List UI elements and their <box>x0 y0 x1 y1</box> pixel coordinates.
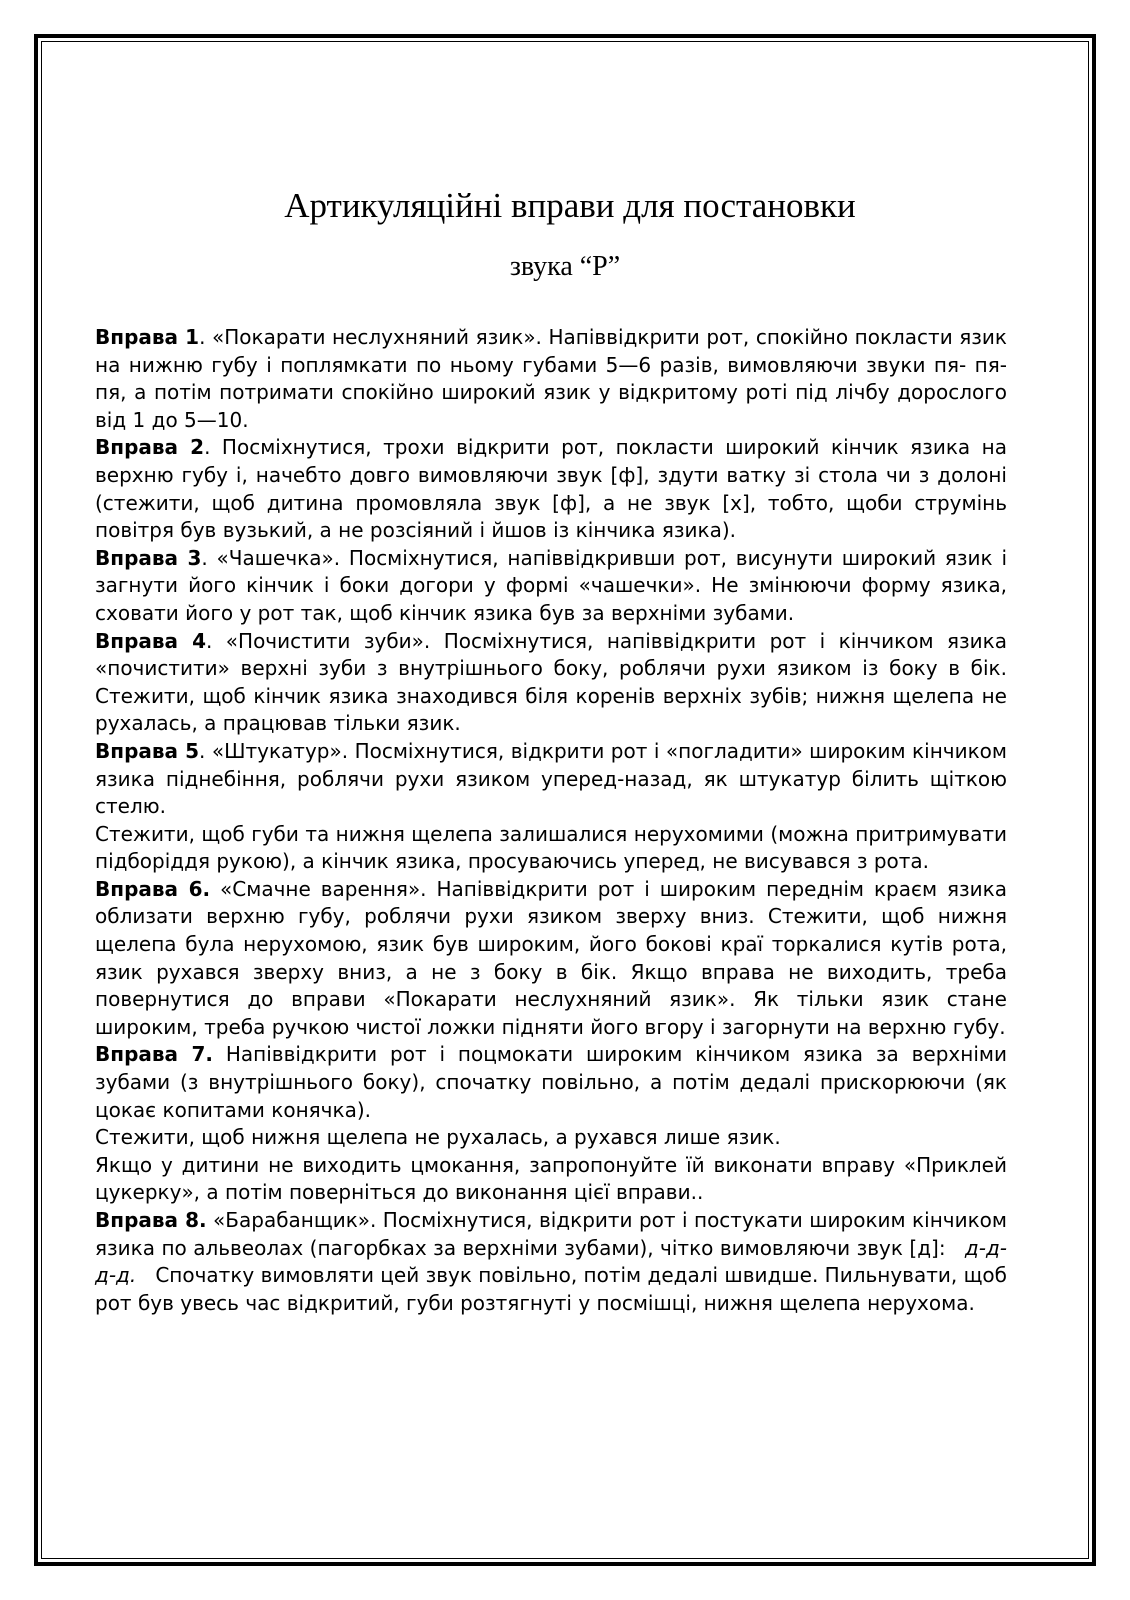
exercise-4 <box>95 628 1007 738</box>
exercise-3 <box>95 545 1007 628</box>
exercise-text: . «Почистити зуби». Посміхнутися, напіввідкрити рот і кінчиком язика «почистити» верхні зуби з внутрішнього боку, роблячи рухи язиком із боку в бік. Стежити, щоб кінчик язика знаходився біля коренів верхніх зубів; нижня щелепа не рухалась, а працював тільки язик. <box>95 628 1007 736</box>
exercise-text: «Барабанщик». Посміхнутися, відкрити рот і постукати широким кінчиком язика по альвеолах (пагорбках за верхніми зубами), чітко вимовляючи звук [д]: <box>95 1208 1014 1260</box>
exercise-text: Стежити, щоб нижня щелепа не рухалась, а рухався лише язик. <box>95 1125 781 1150</box>
exercise-label: Вправа 1 <box>95 325 200 349</box>
exercise-7-note <box>95 1124 1007 1152</box>
exercise-text: Стежити, щоб губи та нижня щелепа залишалися нерухомими (можна притримувати підборіддя рукою), а кінчик язика, просуваючись уперед, не висувався з рота. <box>95 821 1007 874</box>
exercise-text: . «Покарати неслухняний язик». Напіввідкрити рот, спокійно покласти язик на нижню губу і поплямкати по ньому губами 5—6 разів, вимовляючи звуки пя- пя-пя, а потім потримати спокійно широкий язик у відкритому роті під лічбу дорослого від 1 до 5—10. <box>95 325 1008 432</box>
page-title: Артикуляційні вправи для постановки <box>284 186 856 225</box>
exercise-text: Спочатку вимовляти цей звук повільно, потім дедалі швидше. Пильнувати, щоб рот був увесь час відкритий, губи розтягнуті у посмішці, нижня щелепа нерухома. <box>95 1263 1014 1315</box>
exercise-label: Вправа 8. <box>95 1208 207 1232</box>
page-subtitle: звука “Р” <box>509 251 621 282</box>
exercise-text: Якщо у дитини не виходить цмокання, запропонуйте їй виконати вправу «Приклей цукерку», а потім поверніться до виконання цієї вправи.. <box>95 1152 1007 1205</box>
exercise-label: Вправа 4 <box>95 628 206 653</box>
exercise-label: Вправа 3 <box>95 545 202 570</box>
exercise-8 <box>95 1207 1014 1317</box>
exercise-text: . «Чашечка». Посміхнутися, напіввідкривши рот, висунути широкий язик і загнути його кінчик і боки догори у формі «чашечки». Не змінюючи форму язика, сховати його у рот так, щоб кінчик язика був за верхніми зубами. <box>95 545 1008 625</box>
exercise-5-note <box>95 821 1007 876</box>
sound-sample: д-д-д-д. <box>95 1235 1007 1288</box>
exercise-label: Вправа 2 <box>95 435 205 460</box>
exercise-text: . «Штукатур». Посміхнутися, відкрити рот і «погладити» широким кінчиком язика піднебіння, роблячи рухи язиком уперед-назад, як штукатур білить щіткою стелю. <box>95 738 1007 819</box>
exercise-5 <box>95 738 1007 821</box>
exercise-1 <box>95 324 1007 434</box>
exercise-label: Вправа 5 <box>95 738 200 763</box>
exercise-text: . Посміхнутися, трохи відкрити рот, покласти широкий кінчик язика на верхню губу і, начебто довго вимовляючи звук [ф], здути ватку зі стола чи з долоні (стежити, щоб дитина промовляла звук [ф], а не звук [х], тобто, щоби струмінь повітря був вузький, а не розсіяний і йшов із кінчика язика). <box>95 435 1007 543</box>
exercise-list <box>95 324 1014 1317</box>
exercise-2 <box>95 434 1007 544</box>
exercise-text: «Смачне варення». Напіввідкрити рот і широким переднім краєм язика облизати верхню губу, роблячи рухи язиком зверху вниз. Стежити, щоб нижня щелепа була нерухомою, язик був широким, його бокові краї торкалися кутів рота, язик рухався зверху вниз, а не з боку в бік. Якщо вправа не виходить, треба повернутися до вправи «Покарати неслухняний язик». Як тільки язик стане широким, треба ручкою чистої ложки підняти його вгору і загорнути на верхню губу. <box>95 876 1007 1039</box>
exercise-text: Напіввідкрити рот і поцмокати широким кінчиком язика за верхніми зубами (з внутрішнього боку), спочатку повільно, а потім дедалі прискорюючи (як цокає копитами конячка). <box>95 1042 1007 1122</box>
exercise-label: Вправа 6. <box>95 876 211 901</box>
exercise-7-hint <box>95 1152 1007 1207</box>
exercise-6 <box>95 876 1007 1042</box>
exercise-label: Вправа 7. <box>95 1042 214 1067</box>
exercise-7 <box>95 1041 1007 1124</box>
